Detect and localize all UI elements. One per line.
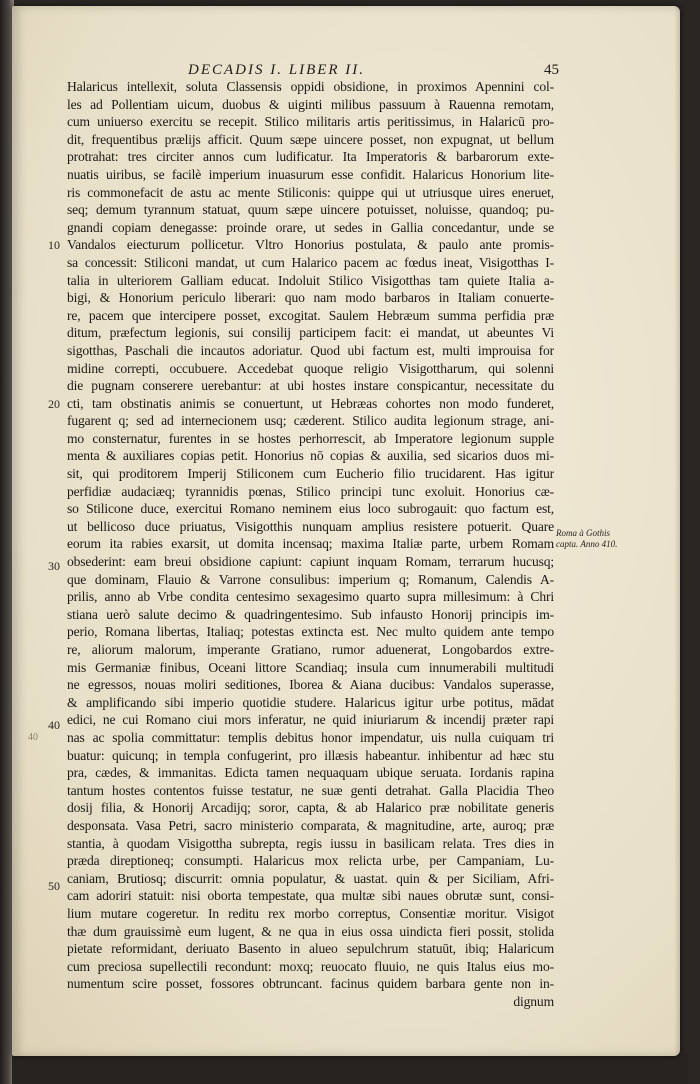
bleed-through-mark [60,920,130,934]
text-line: midine correpti, occubuere. Accedebat quoque religio Visigottharum, qui solenni [67,360,554,376]
line-number-40: 40 [48,718,60,732]
running-head: DECADIS I. LIBER II. [188,62,366,78]
text-line: lium mutare cogeretur. In reditu rex morbo correptus, Consentiæ moritur. Visigot [67,905,554,921]
line-number-30: 30 [48,559,60,573]
text-line: ne egressos, nouas moliri seditiones, Iborea & Aiana ducibus: Vandalos superasse, [67,677,554,693]
text-line: stantia, à quodam Visigottha subrepta, regis iussu in basilicam relata. Tres dies in [67,835,554,851]
line-number-50: 50 [48,879,60,893]
line-number-20: 20 [48,397,60,411]
page-number: 45 [544,62,559,78]
text-line: sit, qui proditorem Imperij Stiliconem cum Eucherio filio trucidarent. Has igitur [67,466,554,482]
text-line: Vandalos eiecturum pollicetur. Vltro Honorius postulata, & paulo ante promis- [67,237,554,253]
body-text [67,78,554,1010]
text-line: edici, ne cui Romano ciui mors inferatur, ne quid iniuriarum & incendij præter rapi [67,712,554,728]
text-line: cum uniuerso exercitu se recepit. Stilico militaris artis peritissimus, in Halaricū pro- [67,114,554,130]
text-line: talia in ulteriorem Galliam educat. Indoluit Stilico Visigotthas tam quiete Italia a- [67,272,554,288]
text-line: præda direptioneq; consumpti. Halaricus mox relicta urbe, per Campaniam, Lu- [67,853,554,869]
text-line: protrahat: tres circiter annos cum ludificatur. Ita Imperatoris & barbarorum exte- [67,149,554,165]
text-line: numentum scire posset, fossores obtruncant. facinus quidem barbara gente non in- [67,976,554,992]
text-line: so Stilicone duce, exercitui Romano neminem eius loco subrogauit: quo factum est, [67,501,554,517]
text-line: bigi, & Honorium periculo liberari: quo nam modo barbaros in Italiam conuerte- [67,290,554,306]
text-line: cum preciosa supellectili recondunt: moxq; reuocato fluuio, ne quis Italus eius mo- [67,958,554,974]
text-line: desponsata. Vasa Petri, sacro ministerio comparata, & magnitudine, arte, auroq; præ [67,817,554,833]
text-line: que dominam, Flauio & Varrone consulibus: imperium q; Romanum, Calendis A- [67,571,554,587]
text-line: cam adoriri statuit: nisi oborta tempestate, qua multæ sibi naues obrutæ sunt, consi- [67,888,554,904]
text-line: sigotthas, Paschali die incautos adoriatur. Quod ubi factum est, multi improuisa for [67,342,554,358]
text-line: re, pacem que intercipere posset, excogitat. Saulem Hebræum summa perfidia præ [67,307,554,323]
text-line: ris commonefacit de astu ac mente Stiliconis: quippe qui ut utriusque uires eneruet, [67,184,554,200]
text-line: menta & auxiliares copias petit. Honorius nō copias & auxilia, sed sicarios duos mi- [67,448,554,464]
text-line: Halaricus intellexit, soluta Classensis oppidi obsidione, in proximos Apennini col- [67,79,554,94]
text-line: mis Germaniæ finibus, Oceani littore Scandiaq; insula cum innumerabili multitudi [67,659,554,675]
catchword: dignum [513,993,554,1009]
text-line: die pugnam conserere uerebantur: at ubi hostes instare conspicantur, necessitate du [67,378,554,394]
text-line: nuatis uiribus, se facilè imperium inuasurum esse confidit. Halaricus Honorium lite- [67,166,554,182]
text-line: tantum hostes contentos fuisse testatur, ne suæ genti detrahat. Galla Placidia Theo [67,782,554,798]
text-line: fugarent q; sed ad internecionem usq; cæderent. Stilico audita legionum strage, ani- [67,413,554,429]
text-line: perio, Romana libertas, Italiaq; potestas extincta est. Nec multo quidem ante tempo [67,624,554,640]
text-line: buatur: quicunq; in templa confugerint, pro illæsis habeantur. inhibentur ad hæc stu [67,747,554,763]
text-line: mo consternatur, furentes in se hostes perhorrescit, ab Imperatore legionum supple [67,430,554,446]
text-line: nas ac spolia committatur: templis debitus honor impendatur, uis nulla cuiquam tri [67,729,554,745]
text-line: re, aliorum malorum, imperante Gratiano, rumor aduenerat, Longobardos extre- [67,642,554,657]
line-number-10: 10 [48,238,60,252]
text-line: pietate reformidant, deriuato Basento in alueo sepulchrum statuūt, ibiq; Halaricum [67,941,554,957]
text-line: obsederint: eam breui obsidione capiunt: capiunt inquam Romam, terrarum hucusq; [67,554,554,570]
text-line: ditum, præfectum legionis, sui consilij participem facit: ei mandat, ut abeuntes Vi [67,325,554,341]
text-line: ut bellicoso duce priuatus, Visigotthis nunquam amplius resistere potuerit. Quare [67,518,554,534]
text-line: gnandi copiam denegasse: proinde orare, ut sedes in Gallia concedantur, unde se [67,219,554,235]
text-line: stiana uerò salute decimo & quadringentesimo. Sub infausto Honorij principis im- [67,606,554,622]
text-line: caniam, Brutiosq; discurrit: omnia populatur, & uastat. quin & per Siciliam, Afri- [67,870,554,886]
text-line: eorum ita rabies exarsit, ut domita incensaq; maxima Italiæ parte, urbem Romam [67,536,554,552]
faint-line-mark: 40 [28,732,38,743]
text-line: seq; demum tyrannum statuat, quum sæpe uincere potuisset, noluisse, quandoq; pu- [67,202,554,218]
text-line: pra, cædes, & immanitas. Edicta tamen nequaquam ubique seruata. Iordanis rapina [67,765,554,781]
text-line: perfidiæ audaciæq; tyrannidis pœnas, Stilico principi tunc exoluit. Honorius cæ- [67,483,554,499]
text-line: dosij filia, & Honorij Arcadijq; soror, capta, & ab Halarico præ nobilitate generis [67,800,554,816]
text-line: cti, tam obstinatis animis se conuertunt, ut Hebræas cohortes non modo funderet, [67,395,554,411]
text-line: sa concessit: Stiliconi mandat, ut cum Halarico pacem ac fœdus ineat, Visigotthas I- [67,254,554,270]
text-line: & amplificando sibi imperio quotidie studere. Halaricus igitur urbe potitus, mādat [67,694,554,710]
page-underside [12,1054,688,1084]
text-line: thæ dum grauissimè eum lugent, & ne qua in eius ossa uindicta fieri possit, stolida [67,923,554,939]
margin-note: Roma à Gothis capta. Anno 410. [556,528,618,549]
text-line: les ad Pollentiam uicum, duobus & uiginti milibus passuum à Rauenna remotam, [67,96,554,112]
text-line: dit, frequentibus prælijs afficit. Quum sæpe uincere posset, non expugnat, ut bellum [67,131,554,147]
text-line: prilis, anno ab Vrbe condita centesimo sexagesimo quarto supra millesimum: à Chri [67,589,554,605]
page-edge-shadow [674,6,680,1056]
